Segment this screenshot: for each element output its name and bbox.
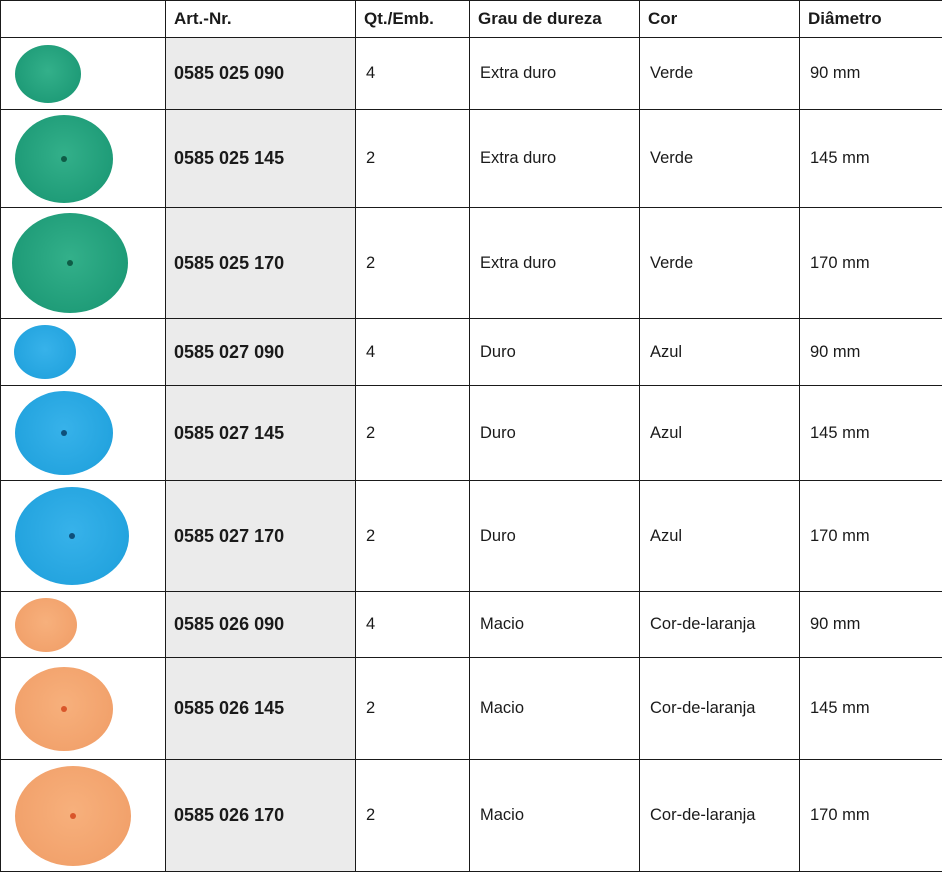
color: Cor-de-laranja [640,592,800,658]
hardness: Extra duro [470,38,640,110]
table-row [1,38,942,110]
hardness: Macio [470,592,640,658]
green-polishing-pad-image [15,45,81,103]
pad-image-cell [1,38,166,110]
diameter: 170 mm [800,208,942,319]
quantity: 2 [356,658,470,760]
article-number: 0585 026 170 [166,760,356,872]
quantity: 4 [356,38,470,110]
header-image [1,1,166,38]
color: Azul [640,481,800,592]
pad-image-cell [1,658,166,760]
article-number: 0585 025 170 [166,208,356,319]
pad-center-hole [67,260,73,266]
article-number: 0585 026 145 [166,658,356,760]
table-row [1,481,942,592]
pad-center-hole [61,430,67,436]
diameter: 90 mm [800,38,942,110]
diameter: 90 mm [800,319,942,386]
pad-image-cell [1,592,166,658]
blue-polishing-pad-image [15,487,129,585]
quantity: 2 [356,110,470,208]
hardness: Extra duro [470,110,640,208]
color: Cor-de-laranja [640,658,800,760]
hardness: Macio [470,658,640,760]
article-number: 0585 026 090 [166,592,356,658]
diameter: 90 mm [800,592,942,658]
orange-polishing-pad-image [15,598,77,652]
color: Verde [640,38,800,110]
article-number: 0585 025 090 [166,38,356,110]
header-hardness: Grau de dureza [470,1,640,38]
pad-image-cell [1,208,166,319]
table-row [1,386,942,481]
color: Verde [640,110,800,208]
pad-center-hole [70,813,76,819]
quantity: 2 [356,481,470,592]
table-row [1,208,942,319]
quantity: 2 [356,208,470,319]
hardness: Extra duro [470,208,640,319]
green-polishing-pad-image [12,213,128,313]
diameter: 145 mm [800,658,942,760]
hardness: Macio [470,760,640,872]
article-number: 0585 027 145 [166,386,356,481]
pad-image-cell [1,481,166,592]
quantity: 2 [356,386,470,481]
hardness: Duro [470,319,640,386]
blue-polishing-pad-image [14,325,76,379]
orange-polishing-pad-image [15,667,113,751]
pad-center-hole [61,706,67,712]
color: Azul [640,386,800,481]
diameter: 170 mm [800,481,942,592]
pad-image-cell [1,386,166,481]
color: Azul [640,319,800,386]
diameter: 145 mm [800,110,942,208]
color: Cor-de-laranja [640,760,800,872]
header-qty: Qt./Emb. [356,1,470,38]
table-row [1,110,942,208]
blue-polishing-pad-image [15,391,113,475]
quantity: 4 [356,592,470,658]
header-diameter: Diâmetro [800,1,942,38]
header-row [1,1,942,38]
quantity: 2 [356,760,470,872]
header-art-nr: Art.-Nr. [166,1,356,38]
table-row [1,592,942,658]
table-row [1,658,942,760]
orange-polishing-pad-image [15,766,131,866]
pad-center-hole [61,156,67,162]
quantity: 4 [356,319,470,386]
table-row [1,319,942,386]
pad-image-cell [1,760,166,872]
pad-center-hole [69,533,75,539]
diameter: 170 mm [800,760,942,872]
article-number: 0585 027 090 [166,319,356,386]
pad-image-cell [1,110,166,208]
table-row [1,760,942,872]
diameter: 145 mm [800,386,942,481]
hardness: Duro [470,481,640,592]
hardness: Duro [470,386,640,481]
article-number: 0585 027 170 [166,481,356,592]
header-color: Cor [640,1,800,38]
pad-image-cell [1,319,166,386]
green-polishing-pad-image [15,115,113,203]
article-number: 0585 025 145 [166,110,356,208]
color: Verde [640,208,800,319]
